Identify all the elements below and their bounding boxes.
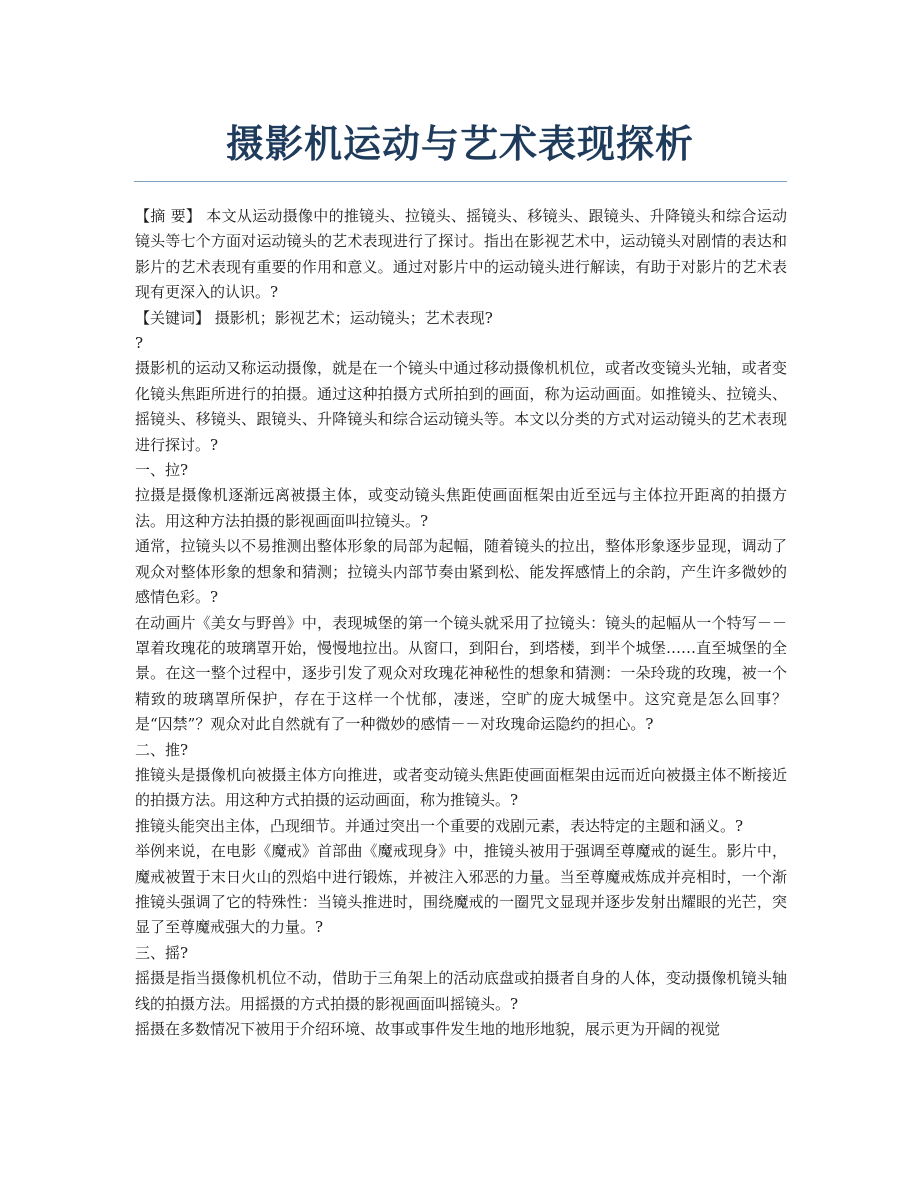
page-title: 摄影机运动与艺术表现探析 (225, 122, 694, 166)
body-paragraph: 摄影机的运动又称运动摄像，就是在一个镜头中通过移动摄像机机位，或者改变镜头光轴，或者变化镜头焦距所进行的拍摄。通过这种拍摄方式所拍到的画面，称为运动画面。如推镜头、拉镜头、摇镜头、移镜头、跟镜头、升降镜头和综合运动镜头等。本文以分类的方式对运动镜头的艺术表现进行探讨。? (135, 359, 787, 454)
article-body (135, 204, 787, 1042)
body-paragraph: 摇摄是指当摄像机机位不动，借助于三角架上的活动底盘或拍摄者自身的人体，变动摄像机镜头轴线的拍摄方法。用摇摄的方式拍摄的影视画面叫摇镜头。? (135, 969, 787, 1013)
section-heading: 一、拉? (135, 461, 189, 480)
section-heading: 二、推? (135, 740, 189, 759)
keywords-paragraph: 【关键词】 摄影机；影视艺术；运动镜头；艺术表现? (135, 308, 493, 327)
body-paragraph: 拉摄是摄像机逐渐远离被摄主体，或变动镜头焦距使画面框架由近至远与主体拉开距离的拍摄方法。用这种方法拍摄的影视画面叫拉镜头。? (135, 486, 787, 530)
body-paragraph: 在动画片《美女与野兽》中，表现城堡的第一个镜头就采用了拉镜头：镜头的起幅从一个特写－－罩着玫瑰花的玻璃罩开始，慢慢地拉出。从窗口，到阳台，到塔楼，到半个城堡……直至城堡的全景。在这一整个过程中，逐步引发了观众对玫瑰花神秘性的想象和猜测：一朵玲珑的玫瑰，被一个精致的玻璃罩所保护，存在于这样一个忧郁，凄迷，空旷的庞大城堡中。这究竟是怎么回事？是“囚禁”？观众对此自然就有了一种微妙的感情－－对玫瑰命运隐约的担心。? (135, 613, 787, 734)
body-paragraph: 推镜头是摄像机向被摄主体方向推进，或者变动镜头焦距使画面框架由远而近向被摄主体不断接近的拍摄方法。用这种方式拍摄的运动画面，称为推镜头。? (135, 765, 787, 810)
title-divider (134, 181, 787, 182)
section-heading: 三、摇? (135, 943, 189, 962)
body-paragraph: 通常，拉镜头以不易推测出整体形象的局部为起幅，随着镜头的拉出，整体形象逐步显现，调动了观众对整体形象的想象和猜测；拉镜头内部节奏由紧到松、能发挥感情上的余韵，产生许多微妙的感情色彩。? (135, 537, 787, 607)
body-paragraph: 举例来说，在电影《魔戒》首部曲《魔戒现身》中，推镜头被用于强调至尊魔戒的诞生。影片中，魔戒被置于末日火山的烈焰中进行锻炼，并被注入邪恶的力量。当至尊魔戒炼成并亮相时，一个渐推镜头强调了它的特殊性：当镜头推进时，围绕魔戒的一圈咒文显现并逐步发射出耀眼的光芒，突显了至尊魔戒强大的力量。? (135, 842, 787, 937)
body-paragraph: ? (135, 334, 144, 353)
abstract-paragraph: 【摘 要】 本文从运动摄像中的推镜头、拉镜头、摇镜头、移镜头、跟镜头、升降镜头和综合运动镜头等七个方面对运动镜头的艺术表现进行了探讨。指出在影视艺术中，运动镜头对剧情的表达和影片的艺术表现有重要的作用和意义。通过对影片中的运动镜头进行解读，有助于对影片的艺术表现有更深入的认识。? (135, 207, 787, 302)
body-paragraph: 推镜头能突出主体，凸现细节。并通过突出一个重要的戏剧元素，表达特定的主题和涵义。? (135, 816, 744, 835)
body-paragraph: 摇摄在多数情况下被用于介绍环境、故事或事件发生地的地形地貌，展示更为开阔的视觉 (135, 1020, 721, 1038)
